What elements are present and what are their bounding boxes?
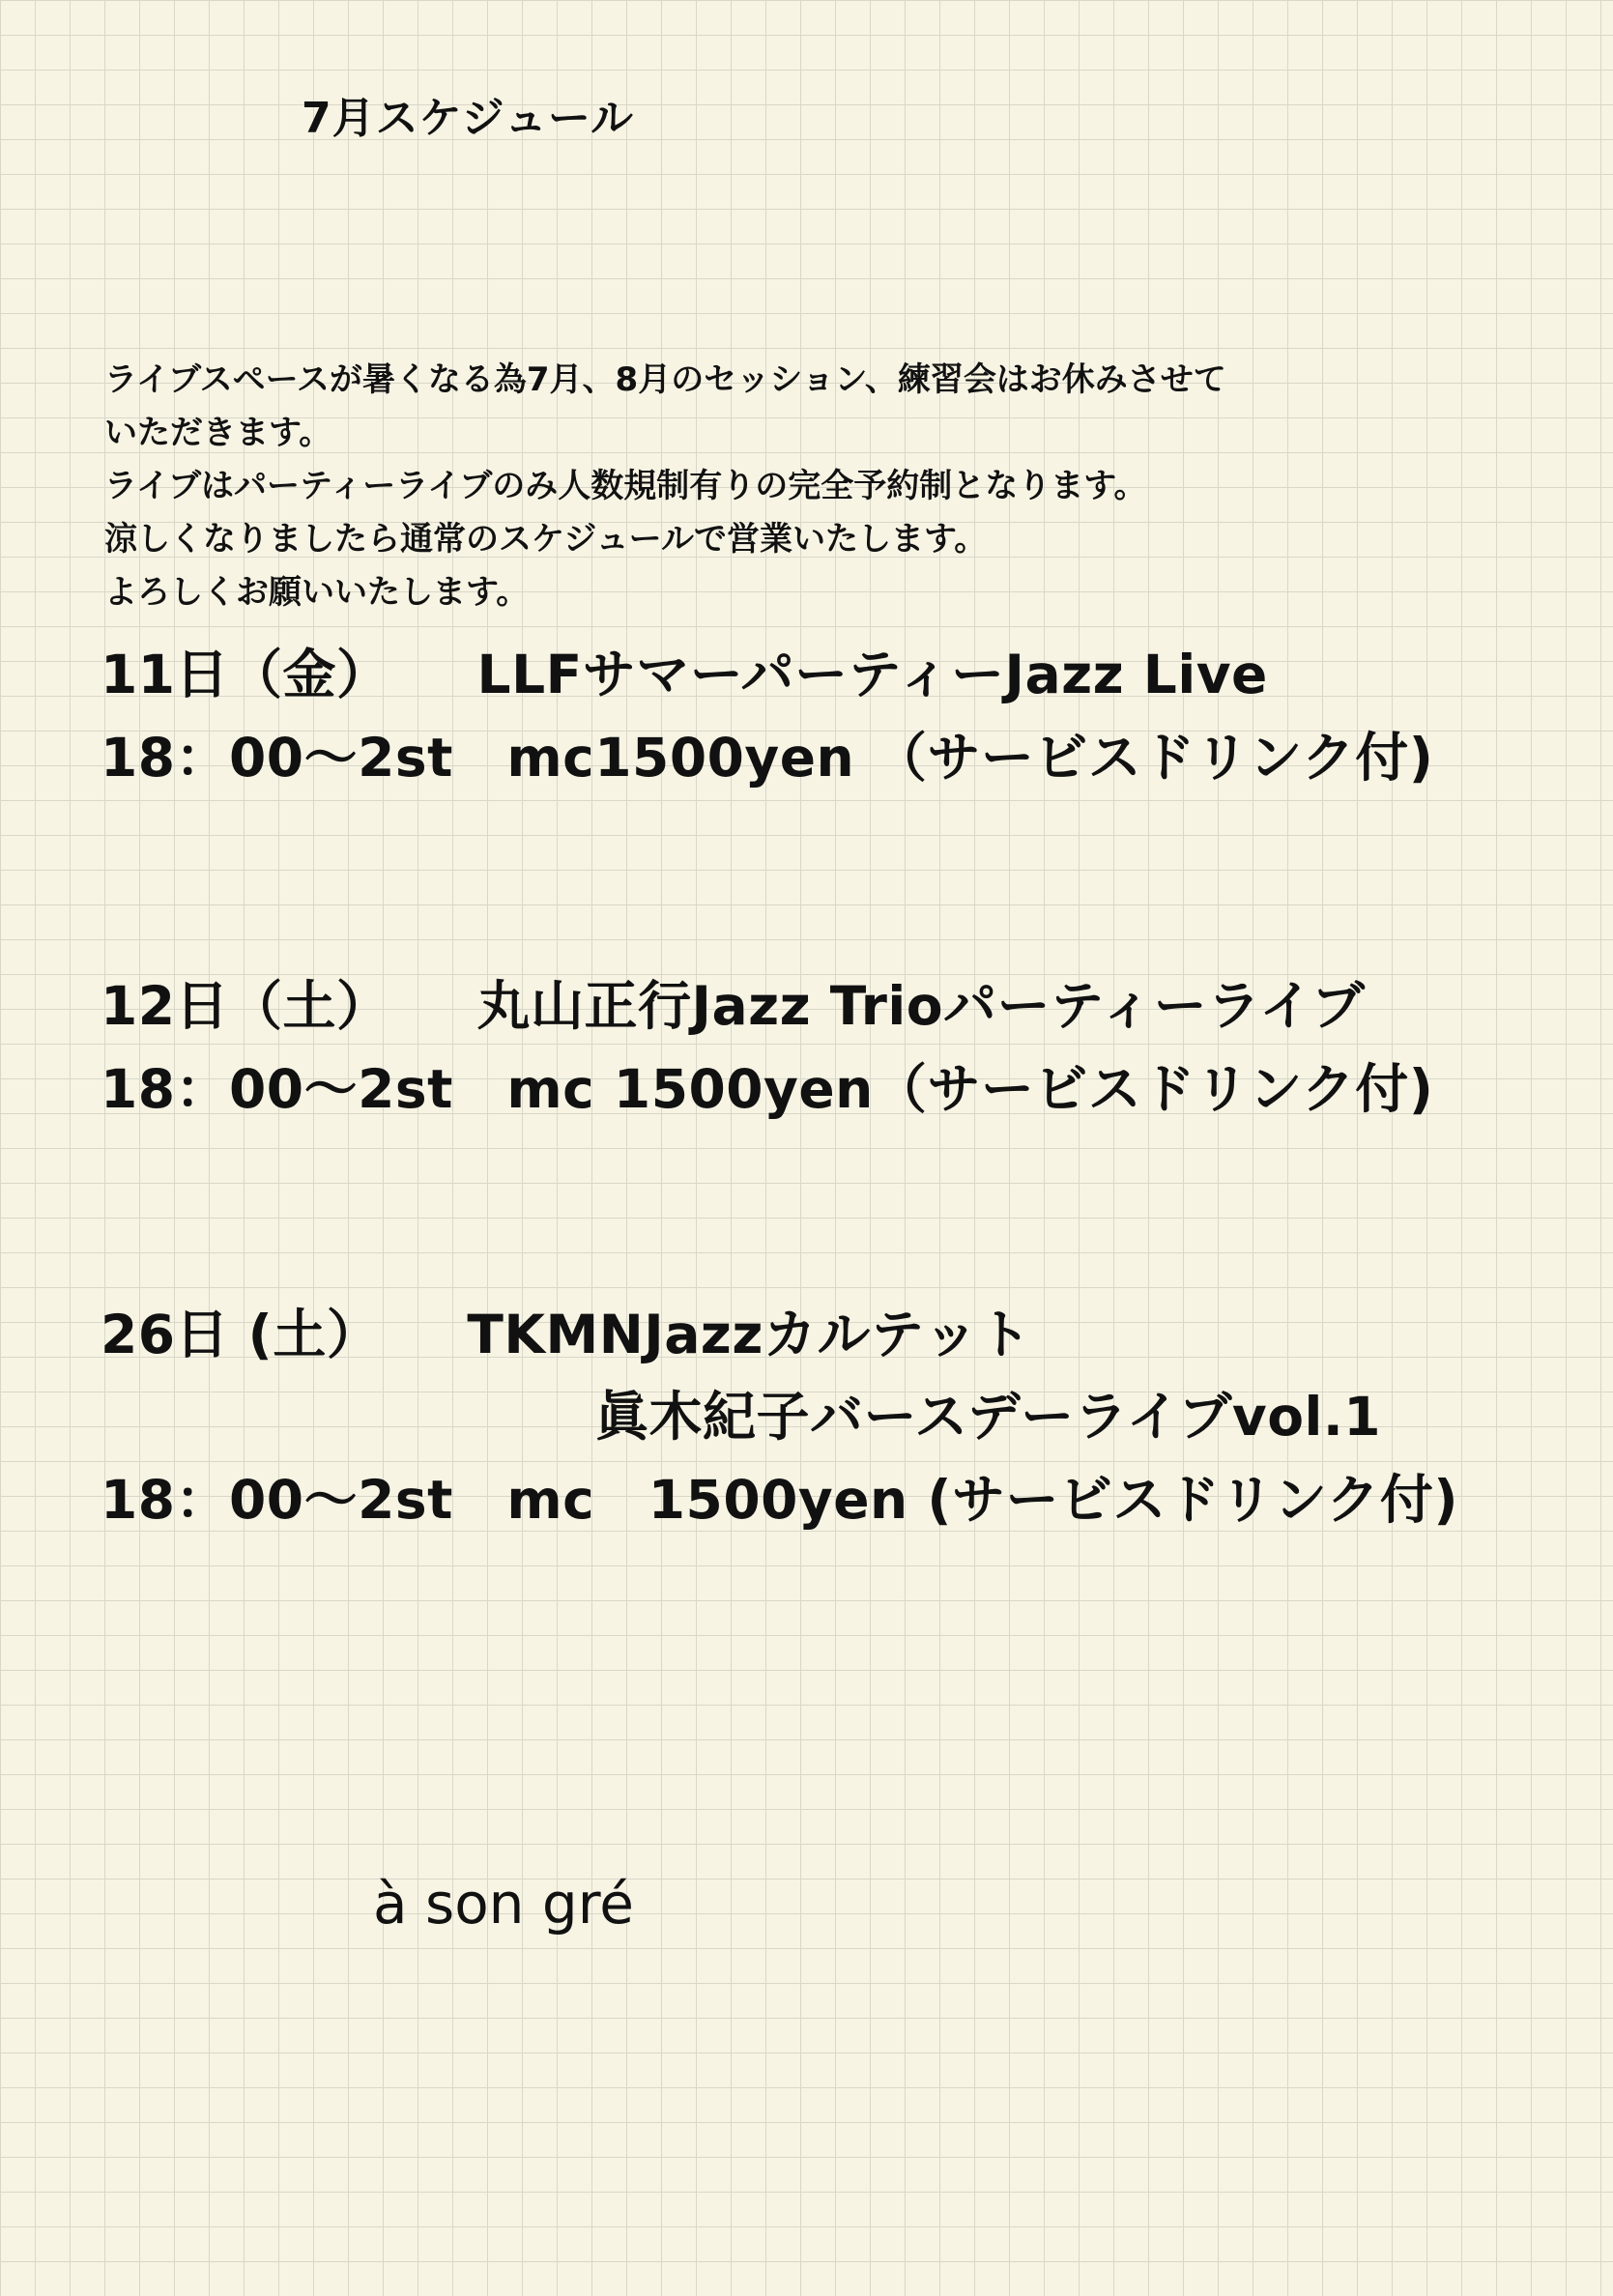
notice-line: いただきます。 — [104, 414, 332, 452]
notice-line: ライブはパーティーライブのみ人数規制有りの完全予約制となります。 — [104, 467, 1147, 505]
notice-line: ライブスペースが暑くなる為7月、8月のセッション、練習会はお休みさせて — [104, 360, 1226, 399]
event-3-heading — [101, 1292, 1031, 1368]
event-3-subtitle: 眞木紀子バースデーライブvol.1 — [595, 1386, 1382, 1448]
event-3-date: 26日 (土） — [101, 1304, 381, 1365]
notice-line: よろしくお願いいたします。 — [104, 573, 530, 612]
notice-line: 涼しくなりましたら通常のスケジュールで営業いたします。 — [104, 520, 988, 559]
page-title: 7月スケジュール — [302, 94, 634, 143]
event-3-detail: 18：00〜2st mc 1500yen (サービスドリンク付) — [101, 1469, 1458, 1531]
event-3-title: TKMNJazzカルテット — [467, 1304, 1032, 1365]
event-1-heading — [101, 632, 1268, 708]
brand-name: à son gré — [373, 1871, 634, 1937]
event-2-detail: 18：00〜2st mc 1500yen（サービスドリンク付) — [101, 1058, 1434, 1120]
event-1-title: LLFサマーパーティーJazz Live — [476, 644, 1268, 705]
event-2-heading — [101, 963, 1365, 1040]
event-1-detail: 18：00〜2st mc1500yen （サービスドリンク付) — [101, 727, 1434, 789]
notice-text — [104, 354, 1226, 619]
event-1-date: 11日（金） — [101, 644, 390, 705]
event-2-title: 丸山正行Jazz Trioパーティーライブ — [476, 975, 1366, 1037]
event-2-date: 12日（土） — [101, 975, 390, 1037]
